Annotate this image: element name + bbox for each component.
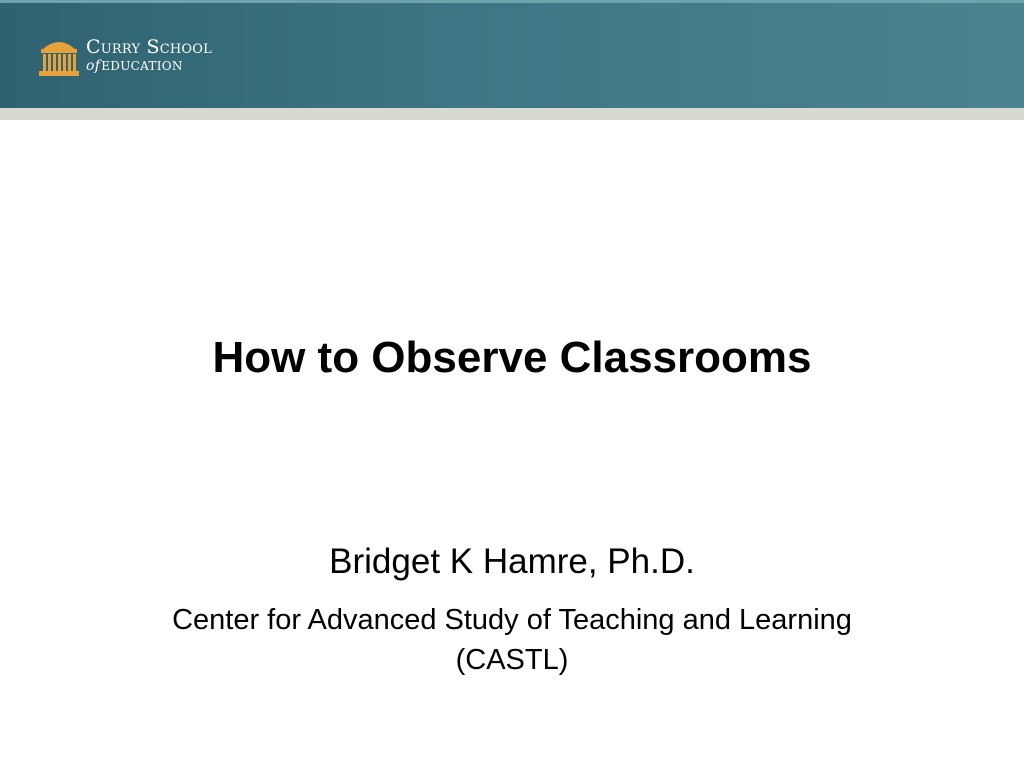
slide-title: How to Observe Classrooms: [212, 333, 812, 382]
header-divider: [0, 108, 1024, 120]
logo-line-education: [86, 59, 212, 73]
slide-affiliation: Center for Advanced Study of Teaching and Learning (CASTL): [172, 604, 852, 676]
header-band: [0, 0, 1024, 108]
curry-school-logo: [38, 31, 212, 79]
logo-line-school: Curry School: [86, 35, 212, 58]
slide-author: Bridget K Hamre, Ph.D.: [329, 542, 695, 581]
logo-education-text: EDUCATION: [101, 58, 183, 73]
rotunda-icon: [38, 33, 80, 77]
logo-wordmark: [86, 35, 212, 74]
logo-of: of: [86, 57, 101, 74]
